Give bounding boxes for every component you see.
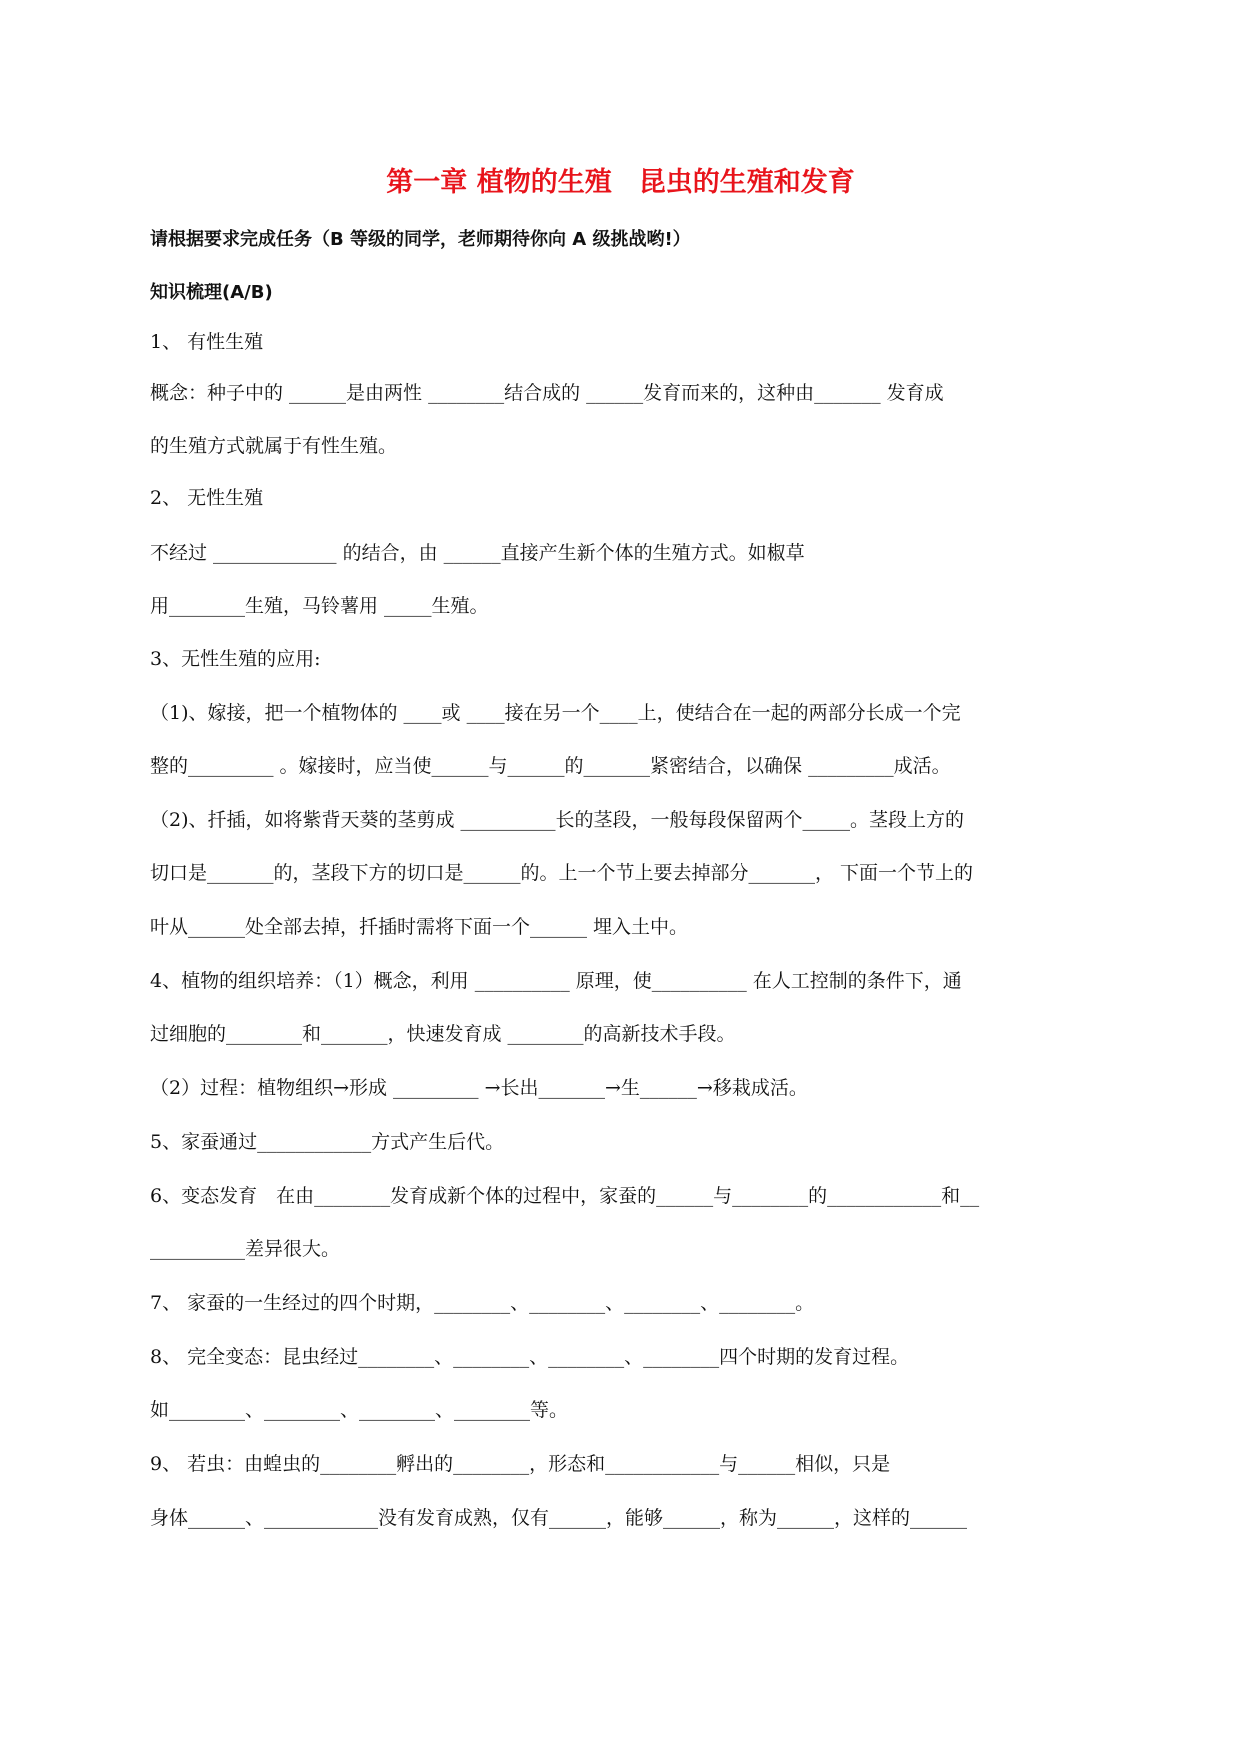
text-line: 6、变态发育 在由________发育成新个体的过程中，家蚕的______与________的____________和__ xyxy=(150,1185,980,1207)
text-line: （2)、扦插，如将紫背天葵的茎剪成 __________长的茎段，一般每段保留两个_____。茎段上方的 xyxy=(150,809,965,831)
section-heading: 知识梳理(A/B) xyxy=(150,282,273,303)
text-line: 叶从______处全部去掉，扦插时需将下面一个______ 埋入土中。 xyxy=(150,916,689,938)
text-line: 4、植物的组织培养：（1）概念，利用 __________ 原理，使__________ 在人工控制的条件下，通 xyxy=(150,970,962,992)
text-line: 如________、________、________、________等。 xyxy=(150,1399,569,1421)
text-line: __________差异很大。 xyxy=(150,1238,341,1260)
text-line: 不经过 _____________ 的结合，由 ______直接产生新个体的生殖方式。如椒草 xyxy=(150,542,805,564)
text-line: 身体______、____________没有发育成熟，仅有______，能够______，称为______，这样的______ xyxy=(150,1507,968,1529)
text-line: 3、无性生殖的应用: xyxy=(150,648,321,670)
text-line: 5、家蚕通过____________方式产生后代。 xyxy=(150,1131,505,1153)
text-line: （2）过程：植物组织→形成 _________ →长出_______→生______→移栽成活。 xyxy=(150,1077,808,1099)
text-line: 切口是_______的，茎段下方的切口是______的。上一个节上要去掉部分_______， 下面一个节上的 xyxy=(150,862,974,884)
text-line: 9、 若虫：由蝗虫的________孵出的________，形态和____________与______相似，只是 xyxy=(150,1453,891,1475)
text-line: 概念：种子中的 ______是由两性 ________结合成的 ______发育而来的，这种由_______ 发育成 xyxy=(150,382,944,404)
text-line: 7、 家蚕的一生经过的四个时期，________、________、________、________。 xyxy=(150,1292,815,1314)
instruction-text: 请根据要求完成任务（B 等级的同学，老师期待你向 A 级挑战哟!） xyxy=(150,229,691,250)
text-line: 8、 完全变态：昆虫经过________、________、________、________四个时期的发育过程。 xyxy=(150,1346,910,1368)
text-line: 的生殖方式就属于有性生殖。 xyxy=(150,435,398,457)
text-line: （1)、嫁接，把一个植物体的 ____或 ____接在另一个____上，使结合在一起的两部分长成一个完 xyxy=(150,702,961,724)
page-title: 第一章 植物的生殖 昆虫的生殖和发育 xyxy=(386,167,855,198)
text-line: 用________生殖，马铃薯用 _____生殖。 xyxy=(150,595,489,617)
text-line: 2、 无性生殖 xyxy=(150,487,264,509)
text-line: 整的_________ 。嫁接时，应当使______与______的_______紧密结合，以确保 _________成活。 xyxy=(150,755,951,777)
text-line: 1、 有性生殖 xyxy=(150,331,264,353)
text-line: 过细胞的________和_______，快速发育成 ________的高新技术手段。 xyxy=(150,1023,736,1045)
